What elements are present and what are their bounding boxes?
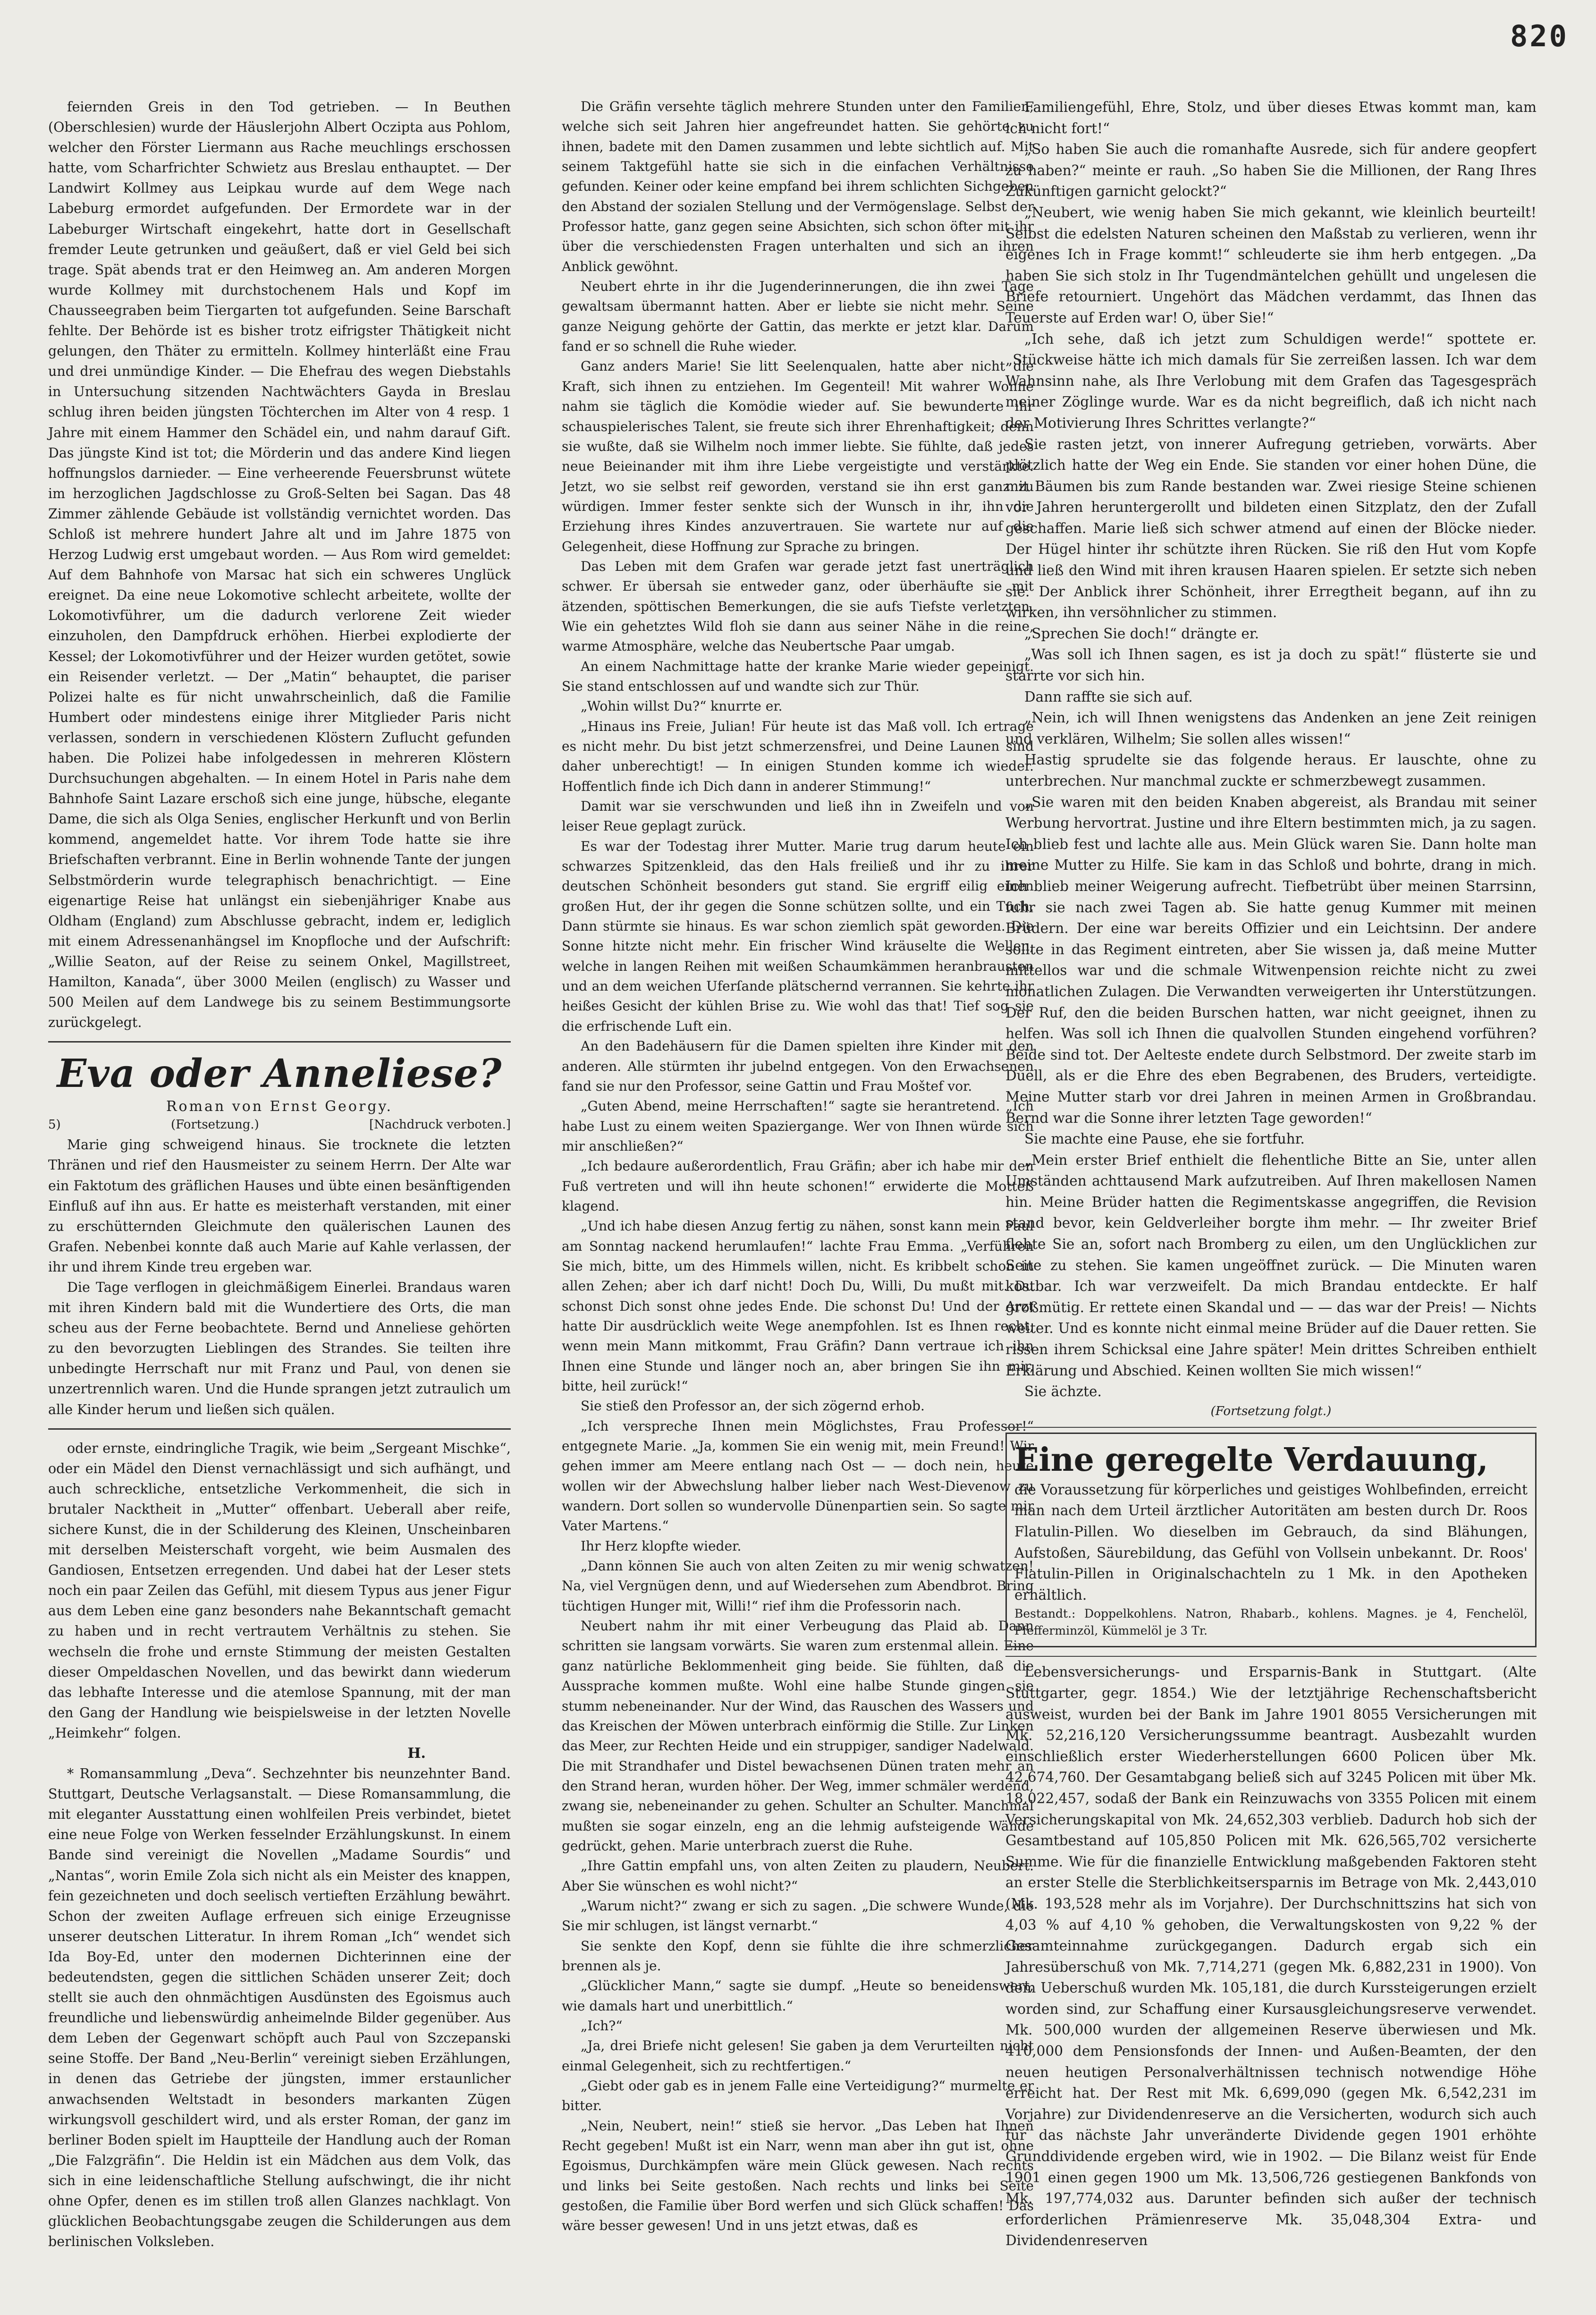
serial-paragraph: „Ich sehe, daß ich jetzt zum Schuldigen werde!“ spottete er. „Stückweise hätte ich mich damals für Sie zerreißen lassen. Ich war dem Wahnsinn nahe, als Ihre Verlobung mit dem Grafen das Tagesgespräch meiner Zöglinge wurde. War es da nicht begreiflich, daß ich nicht nach der Motivierung Ihres Schrittes verlangte?“ — [1005, 331, 1537, 431]
serial-paragraph: „Ich?“ — [581, 2018, 623, 2034]
book-notice — [48, 1764, 511, 2252]
serial-paragraph: Sie stieß den Professor an, der sich zögernd erhob. — [581, 1398, 925, 1414]
serial-number: 5) — [48, 1118, 61, 1132]
serial-paragraph: „Dann können Sie auch von alten Zeiten zu mir wenig schwatzen! Na, viel Vergnügen denn, und auf Wiedersehen zum Abendbrot. Bring tüchtigen Hunger mit, Willi!“ rief ihm die Professorin nach. — [562, 1558, 1034, 1614]
continuation-note: (Fortsetzung folgt.) — [1210, 1404, 1332, 1418]
column-middle — [562, 97, 1034, 2236]
reprint-notice: [Nachdruck verboten.] — [369, 1118, 511, 1132]
serial-paragraph: „So haben Sie auch die romanhafte Ausrede, sich für andere geopfert zu haben?“ meinte er rauh. „So haben Sie die Millionen, der Rang Ihres Zukünftigen garnicht gelockt?“ — [1005, 141, 1537, 200]
serial-paragraph: Sie rasten jetzt, von innerer Aufregung getrieben, vorwärts. Aber plötzlich hatte der Weg ein Ende. Sie standen vor einer hohen Düne, die mit Bäumen bis zum Rande bestanden war. Zwei riesige Steine schienen vor Jahren heruntergerollt und bildeten einen Sitzplatz, den der Zufall geschaffen. Marie ließ sich schwer atmend auf einen der Blöcke nieder. Der Hügel hinter ihr schützte ihren Rücken. Sie riß den Hut vom Kopfe und ließ den Wind mit ihren krausen Haaren spielen. Er setzte sich neben sie. Der Anblick ihrer Schönheit, ihrer Erregtheit begann, auf ihn zu wirken, ihn versöhnlicher zu stimmen. — [1005, 436, 1537, 621]
serial-paragraph: Das Leben mit dem Grafen war gerade jetzt fast unerträglich schwer. Er übersah sie entweder ganz, oder überhäufte sie mit ätzenden, spöttischen Bemerkungen, die sie aufs Tiefste verletzten. Wie ein gehetztes Wild floh sie dann aus seiner Nähe in die reine, warme Atmosphäre, welche das Neubertsche Paar umgab. — [562, 558, 1034, 654]
serial-paragraph: „Und ich habe diesen Anzug fertig zu nähen, sonst kann mein Paul am Sonntag nackend herumlaufen!“ lachte Frau Emma. „Verführen Sie mich, bitte, um des Himmels willen, nicht. Es kribbelt schon in allen Zehen; aber ich darf nicht! Doch Du, Willi, Du mußt mit. Du schonst Dich sonst ohne jedes Ende. Die schonst Du! Und der Arzt hatte Dir ausdrücklich weite Wege anempfohlen. Ist es Ihnen recht, wenn mein Mann mitkommt, Frau Gräfin? Dann vertraue ich ihn Ihnen eine Stunde und länger noch an, aber bringen Sie ihn mir, bitte, heil zurück!“ — [562, 1218, 1034, 1394]
serial-paragraph: „Warum nicht?“ zwang er sich zu sagen. „Die schwere Wunde, die Sie mir schlugen, ist längst vernarbt.“ — [562, 1898, 1034, 1934]
review-paragraph: oder ernste, eindringliche Tragik, wie beim „Sergeant Mischke“, oder ein Mädel den Dienst vernachlässigt und sich aufhängt, und auch schreckliche, entsetzliche Verkommenheit, die sich in brutaler Nacktheit in „Mutter“ offenbart. Ueberall aber reife, sichere Kunst, die in der Schilderung des Kleinen, Unscheinbaren mit derselben Meisterschaft vorgeht, wie beim Ausmalen des Gandiosen, Entsetzen erregenden. Und dabei hat der Leser stets noch ein paar Zeilen das Gefühl, mit diesem Typus aus jener Figur aus dem Leben eine ganz besonders nahe Bekanntschaft gemacht zu haben und in recht vertrautem Verhältnis zu stehen. Sie wechseln die frohe und ernste Stimmung der meisten Gestalten dieser Ompeldaschen Novellen, und das bewirkt dann wiederum das lebhafte Interesse und die atemlose Spannung, mit der man den Gang der Handlung wie beispielsweise in der letzten Novelle „Heimkehr“ folgen. — [48, 1440, 511, 1741]
serial-paragraph: „Ich verspreche Ihnen mein Möglichstes, Frau Professor!“ entgegnete Marie. „Ja, kommen Sie ein wenig mit, mein Freund! Wir gehen immer am Meere entlang nach Ost — — doch nein, heute wollen wir der Abwechslung halber lieber nach West-Dievenow zu wandern. Dort sollen so wundervolle Dünenpartien sein. So sagte mir Vater Martens.“ — [562, 1418, 1034, 1534]
serial-paragraph: „Ihre Gattin empfahl uns, von alten Zeiten zu plaudern, Neubert. Aber Sie wünschen es wohl nicht?“ — [562, 1858, 1034, 1894]
serial-paragraph: „Giebt oder gab es in jenem Falle eine Verteidigung?“ murmelte er bitter. — [562, 2078, 1034, 2114]
serial-paragraph: Ihr Herz klopfte wieder. — [581, 1538, 742, 1554]
serial-paragraph: Ganz anders Marie! Sie litt Seelenqualen, hatte aber nicht die Kraft, sich ihnen zu entziehen. Im Gegenteil! Mit wahrer Wonne nahm sie täglich die Komödie wieder auf. Sie bewunderte ihr schauspielerisches Talent, sie freute sich ihrer Ehrenhaftigkeit; denn sie wußte, daß sie Wilhelm noch immer liebte. Sie fühlte, daß jedes neue Beieinander mit ihm ihre Liebe vergeistigte und verstärkte. Jetzt, wo sie selbst reif geworden, verstand sie ihn erst ganz zu würdigen. Immer fester senkte sich der Wunsch in ihr, ihn die Erziehung ihres Kindes anzuvertrauen. Sie wartete nur auf die Gelegenheit, diese Hoffnung zur Sprache zu bringen. — [562, 358, 1034, 554]
serial-header — [48, 1051, 511, 1132]
advertisement-title: Eine geregelte Verdauung, — [1014, 1441, 1488, 1479]
serial-paragraph: An den Badehäusern für die Damen spielten ihre Kinder mit den anderen. Alle stürmten ihr jubelnd entgegen. Von den Erwachsenen fand sie nur den Professor, seine Gattin und Frau Moštef vor. — [562, 1038, 1034, 1094]
serial-continued-body — [1005, 97, 1537, 1402]
serial-paragraph: Dann raffte sie sich auf. — [1024, 688, 1193, 705]
serial-paragraph: „Wohin willst Du?“ knurrte er. — [581, 698, 783, 714]
serial-continuation: (Fortsetzung.) — [171, 1118, 259, 1132]
serial-subtitle: Roman von Ernst Georgy. — [166, 1098, 393, 1115]
serial-paragraph: Es war der Todestag ihrer Mutter. Marie trug darum heute ein schwarzes Spitzenkleid, das den Hals freiließ und ihr zu ihrer deutschen Schönheit besonders gut stand. Sie ergriff eilig einen großen Hut, der ihr gegen die Sonne schützen sollte, und ein Tuch. Dann stürmte sie hinaus. Es war schon ziemlich spät geworden. Die Sonne hitzte nicht mehr. Ein frischer Wind kräuselte die Wellen, welche in langen Reihen mit weißen Schaumkämmen heranbrausten und an dem weichen Uferſande plätschernd verrannen. Sie kehrte ihr heißes Gesicht der kühlen Brise zu. Wie wohl das that! Tief sog sie die erfrischende Luft ein. — [562, 838, 1034, 1034]
serial-paragraph: „Ich bedaure außerordentlich, Frau Gräfin; aber ich habe mir den Fuß vertreten und will ihn heute schonen!“ erwiderte die Motteß klagend. — [562, 1158, 1034, 1214]
serial-paragraph: „Nein, ich will Ihnen wenigstens das Andenken an jene Zeit reinigen und verklären, Wilhelm; Sie sollen alles wissen!“ — [1005, 710, 1537, 747]
advertisement-ingredients: Bestandt.: Doppelkohlens. Natron, Rhabarb., kohlens. Magnes. je 4, Fenchelöl, Pfefferminzöl, Kümmelöl je 3 Tr. — [1014, 1607, 1528, 1638]
serial-paragraph: „Mein erster Brief enthielt die flehentliche Bitte an Sie, unter allen Umständen achttausend Mark aufzutreiben. Auf Ihren makellosen Namen hin. Meine Brüder hatten die Regimentskasse angegriffen, die Revision stand bevor, kein Geldverleiher borgte ihm mehr. — Ihr zweiter Brief flehte Sie an, sofort nach Bromberg zu eilen, um den Unglücklichen zur Seite zu stehen. Sie kamen ungeöffnet zurück. — Die Minuten waren kostbar. Ich war verzweifelt. Da mich Brandau entdeckte. Er half großmütig. Er rettete einen Skandal und — — das war der Preis! — Nichts weiter. Und es konnte nicht einmal meine Brüder auf die Dauer retten. Sie rissen ihrem Schicksal eine Jahre später! Mein drittes Schreiben enthielt Erklärung und Abschied. Keinen wollten Sie mich wissen!“ — [1005, 1152, 1537, 1379]
serial-paragraph: Die Gräfin versehte täglich mehrere Stunden unter den Familien, welche sich seit Jahren hier angefreundet hatten. Sie gehörte zu ihnen, badete mit den Damen zusammen und lebte sichtlich auf. Mit seinem Taktgefühl hatte sie sich in die einfachen Verhältnisse gefunden. Keiner oder keine empfand bei ihrem schlichten Sichgeben den Abstand der sozialen Stellung und der Vermögenslage. Selbst der Professor hatte, ganz gegen seine Absichten, sich schon öfter mit ihr über die verschiedensten Fragen unterhalten und sich an ihren Anblick gewöhnt. — [562, 99, 1034, 274]
serial-paragraph: Die Tage verflogen in gleichmäßigem Einerlei. Brandaus waren mit ihren Kindern bald mit die Wundertiere des Orts, die man scheu aus der Ferne beobachtete. Bernd und Anneliese gehörten zu den bevorzugten Lieblingen des Strandes. Sie teilten ihre unbedingte Herrschaft nur mit Franz und Paul, von denen sie unzertrennlich waren. Und die Hunde sprangen jetzt zutraulich um alle Kinder herum und ließen sich quälen. — [48, 1279, 511, 1417]
serial-paragraph: Sie machte eine Pause, ehe sie fortfuhr. — [1024, 1131, 1305, 1147]
serial-paragraph: Familiengefühl, Ehre, Stolz, und über dieses Etwas kommt man, kam ich nicht fort!“ — [1005, 99, 1537, 136]
section-divider — [1005, 1427, 1537, 1428]
serial-paragraph: An einem Nachmittage hatte der kranke Marie wieder gepeinigt. Sie stand entschlossen auf und wandte sich zur Thür. — [562, 658, 1034, 694]
section-divider — [48, 1428, 511, 1430]
news-section — [48, 97, 511, 1033]
serial-paragraph: Neubert nahm ihr mit einer Verbeugung das Plaid ab. Dann schritten sie langsam vorwärts. Sie waren zum erstenmal allein. Eine ganz natürliche Beklommenheit ging beide. Sie fühlten, daß die Aussprache kommen mußte. Wohl eine halbe Stunde gingen sie stumm nebeneinander. Nur der Wind, das Rauschen des Wassers und das Kreischen der Möwen unterbrach einförmig die Stille. Zur Linken das Meer, zur Rechten Heide und ein struppiger, sandiger Nadelwald. Die mit Strandhafer und Distel bewachsenen Dünen traten mehr an den Strand heran, wurden höher. Der Weg, immer schmäler werdend, zwang sie, nebeneinander zu gehen. Schulter an Schulter. Manchmal mußten sie sogar einzeln, eng an die lehmig aufsteigende Wände gedrückt, gehen. Marie unterbrach zuerst die Ruhe. — [562, 1618, 1034, 1854]
page-number: 820 — [1510, 19, 1569, 53]
serial-paragraph: „Sprechen Sie doch!“ drängte er. — [1024, 625, 1259, 642]
section-divider — [48, 1041, 511, 1043]
serial-body — [48, 1135, 511, 1419]
section-divider — [1005, 1656, 1537, 1657]
advertisement-box — [1005, 1433, 1537, 1648]
advertisement-paragraph: die Voraussetzung für körperliches und geistiges Wohlbefinden, erreicht man nach dem Urteil ärztlicher Autoritäten am besten durch Dr. Roos Flatulin-Pillen. Wo dieselben im Gebrauch, da sind Blähungen, Aufstoßen, Säurebildung, das Gefühl von Vollsein unbekannt. Dr. Roos' Flatulin-Pillen in Originalschachteln zu 1 Mk. in den Apotheken erhältlich. — [1014, 1481, 1528, 1603]
serial-paragraph: Neubert ehrte in ihr die Jugenderinnerungen, die ihn zwei Tage gewaltsam übermannt hatten. Aber er liebte sie nicht mehr. Seine ganze Neigung gehörte der Gattin, das merkte er jetzt klar. Darum fand er so schnell die Ruhe wieder. — [562, 279, 1034, 355]
review-signature: H. — [407, 1745, 426, 1762]
advertisement-body — [1014, 1479, 1528, 1606]
review-section — [48, 1438, 511, 1743]
serial-paragraph: „Neubert, wie wenig haben Sie mich gekannt, wie kleinlich beurteilt! Selbst die edelsten Naturen scheinen den Maßstab zu verlieren, wenn ihr eigenes Ich in Frage kommt!“ schleuderte sie ihm herb entgegen. „Da haben Sie sich stolz in Ihr Tugendmäntelchen gehüllt und ungelesen die Briefe retourniert. Ungehört das Mädchen verdammt, das Ihnen das Teuerste auf Erden war! O, über Sie!“ — [1005, 204, 1537, 326]
serial-paragraph: „Was soll ich Ihnen sagen, es ist ja doch zu spät!“ flüsterte sie und starrte vor sich hin. — [1005, 646, 1537, 684]
serial-meta — [48, 1118, 511, 1132]
serial-paragraph: „Glücklicher Mann,“ sagte sie dumpf. „Heute so beneidenswert, wie damals hart und unerbittlich.“ — [562, 1978, 1034, 2014]
bank-report — [1005, 1662, 1537, 2251]
serial-continued-body — [562, 97, 1034, 2236]
column-left — [48, 97, 511, 2252]
news-paragraph: feiernden Greis in den Tod getrieben. — In Beuthen (Oberschlesien) wurde der Häuslerjohn Albert Oczipta aus Pohlom, welcher den Förster Liermann aus Rache meuchlings erschossen hatte, vom Scharfrichter Schwietz aus Breslau enthauptet. — Der Landwirt Kollmey aus Leipkau wurde auf dem Wege nach Labeburg ermordet aufgefunden. Der Ermordete war in der Labeburger Wirtschaft eingekehrt, hatte dort in Gesellschaft fremder Leute getrunken und geäußert, daß er viel Geld bei sich trage. Spät abends trat er den Heimweg an. Am anderen Morgen wurde Kollmey mit durchstochenem Hals und Kopf im Chausseegraben beim Tiergarten tot aufgefunden. Seine Barschaft fehlte. Der Behörde ist es bisher trotz eifrigster Thätigkeit nicht gelungen, den Thäter zu ermitteln. Kollmey hinterläßt eine Frau und drei unmündige Kinder. — Die Ehefrau des wegen Diebstahls in Untersuchung sitzenden Nachtwächters Gayda in Breslau schlug ihren beiden jüngsten Töchterchen im Alter von 4 resp. 1 Jahre mit einem Hammer den Schädel ein, und nahm darauf Gift. Das jüngste Kind ist tot; die Mörderin und das andere Kind liegen hoffnungslos darnieder. — Eine verheerende Feuersbrunst wütete im herzoglichen Jagdschlosse zu Groß-Selten bei Sagan. Das 48 Zimmer zählende Gebäude ist vollständig vernichtet worden. Das Schloß ist mehrere hundert Jahre alt und im Jahre 1875 von Herzog Ludwig erst umgebaut worden. — Aus Rom wird gemeldet: Auf dem Bahnhofe von Marsac hat sich ein schweres Unglück ereignet. Da eine neue Lokomotive schlecht arbeitete, wollte der Lokomotivführer, um die dadurch verlorene Zeit wieder einzuholen, den Dampfdruck erhöhen. Hierbei explodierte der Kessel; der Lokomotivführer und der Heizer wurden getötet, sowie ein Reisender verletzt. — Der „Matin“ behauptet, die pariser Polizei halte es für nicht unwahrscheinlich, daß die Familie Humbert oder mindestens einige ihrer Mitglieder Paris nicht verlassen, sondern in verschiedenen Klöstern Zuflucht gefunden haben. Die Polizei habe infolgedessen in mehreren Klöstern Durchsuchungen abgehalten. — In einem Hotel in Paris nahe dem Bahnhofe Saint Lazare erschoß sich eine junge, hübsche, elegante Dame, die sich als Olga Senies, englischer Herkunft und von Berlin kommend, angemeldet hatte. Vor ihrem Tode hatte sie ihre Briefschaften verbrannt. Eine in Berlin wohnende Tante der jungen Selbstmörderin wurde telegraphisch benachrichtigt. — Eine eigenartige Reise hat unlängst ein siebenjähriger Knabe aus Oldham (England) zum Abschlusse gebracht, indem er, lediglich mit einem Adressenanhängsel im Knopfloche und der Aufschrift: „Willie Seaton, auf der Reise zu seinem Onkel, Magillstreet, Hamilton, Kanada“, über 3000 Meilen (englisch) zu Wasser und 500 Meilen auf dem Landwege bis zu seinem Bestimmungsorte zurückgelegt. — [48, 99, 511, 1031]
notice-paragraph: * Romansammlung „Deva“. Sechzehnter bis neunzehnter Band. Stuttgart, Deutsche Verlagsanstalt. — Diese Romansammlung, die mit eleganter Ausstattung einen wohlfeilen Preis verbindet, bietet eine neue Folge von Werken fesselnder Erzählungskunst. In einem Bande sind vereinigt die Novellen „Madame Sourdis“ und „Nantas“, worin Emile Zola sich nicht als ein Meister des knappen, fein gezeichneten und doch seelisch vertieften Erzählung bewährt. Schon der zweiten Auflage erfreuen sich einige Erzeugnisse unserer deutschen Litteratur. In ihrem Roman „Ich“ wendet sich Ida Boy-Ed, unter den modernen Dichterinnen eine der bedeutendsten, gegen die sittlichen Schäden unserer Zeit; doch stellt sie auch den ohnmächtigen Ausdünsten des Egoismus auch freundliche und liebenswürdig anheimelnde Bilder gegenüber. Aus dem Leben der Gegenwart schöpft auch Paul von Szczepanski seine Stoffe. Der Band „Neu-Berlin“ vereinigt sieben Erzählungen, in denen das Getriebe der jüngsten, immer erstaunlicher anwachsenden Weltstadt in besonders markanten Zügen wirkungsvoll geschildert wird, und als erster Roman, der ganz im berliner Boden spielt im Hauptteile der Handlung auch der Roman „Die Falzgräfin“. Die Heldin ist ein Mädchen aus dem Volk, das sich in eine leidenschaftliche Stellung aufschwingt, die ihr nicht ohne Opfer, denen es im stillen troß allen Glanzes nachklagt. Von glücklichen Beobachtungsgabe zeugen die Schilderungen aus dem berlinischen Volksleben. — [48, 1766, 511, 2250]
column-right — [1005, 97, 1537, 2251]
serial-paragraph: „Nein, Neubert, nein!“ stieß sie hervor. „Das Leben hat Ihnen Recht gegeben! Mußt ist ein Narr, wenn man aber ihn gut ist, ohne Egoismus, Durchkämpfen wäre mein Glück gewesen. Nach rechts und links bei Seite gestoßen. Nach rechts und links bei Seite gestoßen, die Familie über Bord werfen und sich Glück schaffen! Das wäre besser gewesen! Und in uns jetzt etwas, daß es — [562, 2118, 1034, 2234]
serial-paragraph: Marie ging schweigend hinaus. Sie trocknete die letzten Thränen und rief den Hausmeister zu seinem Herrn. Der Alte war ein Faktotum des gräflichen Hauses und übte einen besänftigenden Einfluß auf ihn aus. Er hatte es meisterhaft verstanden, mit einer zu erschütternden Gleichmute den quälerischen Launen des Grafen. Nebenbei konnte daß auch Marie auf Kahle verlassen, der ihr und ihrem Kinde treu ergeben war. — [48, 1137, 511, 1275]
serial-paragraph: „Hinaus ins Freie, Julian! Für heute ist das Maß voll. Ich ertrage es nicht mehr. Du bist jetzt schmerzensfrei, und Deine Launen sind daher unberechtigt! — In einigen Stunden komme ich wieder. Hoffentlich finde ich Dich dann in anderer Stimmung!“ — [562, 718, 1034, 794]
serial-paragraph: „Guten Abend, meine Herrschaften!“ sagte sie herantretend. „Ich habe Lust zu einem weiten Spaziergange. Wer von Ihnen würde sich mir anschließen?“ — [562, 1098, 1034, 1154]
serial-title: Eva oder Anneliese? — [57, 1051, 502, 1097]
serial-paragraph: „Ja, drei Briefe nicht gelesen! Sie gaben ja dem Verurteilten nicht einmal Gelegenheit, sich zu rechtfertigen.“ — [562, 2038, 1034, 2074]
bank-paragraph: Lebensversicherungs- und Ersparnis-Bank in Stuttgart. (Alte Stuttgarter, gegr. 1854.) Wie der letztjährige Rechenschaftsbericht ausweist, wurden bei der Bank im Jahre 1901 8055 Versicherungen mit Mk. 52,216,120 Versicherungssumme beantragt. Ausbezahlt wurden einschließlich erster Wiederherstellungen 6600 Policen über Mk. 42,674,760. Der Gesamtabgang beließ sich auf 3245 Policen mit über Mk. 18,022,457, sodaß der Bank ein Reinzuwachs von 3355 Policen mit einem Versicherungskapital von Mk. 24,652,303 verblieb. Dadurch hob sich der Gesamtbestand auf 105,850 Policen mit Mk. 626,565,702 versicherte Summe. Wie für die finanzielle Entwicklung maßgebenden Faktoren steht an erster Stelle die Sterblichkeitsersparnis im Betrage von Mk. 2,443,010 (Mk. 193,528 mehr als im Vorjahre). Der Durchschnittszins hat sich von 4,03 % auf 4,10 % gehoben, die Verwaltungskosten von 9,22 % der Gesamteinnahme zurückgegangen. Dadurch ergab sich ein Jahresüberschuß von Mk. 7,714,271 (gegen Mk. 6,882,231 in 1900). Von dem Ueberschuß wurden Mk. 105,181, die durch Kurssteigerungen erzielt worden sind, zur Schaffung einer Kursausgleichungsreserve verwendet. Mk. 500,000 wurden der allgemeinen Reserve überwiesen und Mk. 410,000 dem Pensionsfonds der Innen- und Außen-Beamten, der den neuen heutigen Personalverhältnissen technisch notwendige Höhe erreicht hat. Der Rest mit Mk. 6,699,090 (gegen Mk. 6,542,231 im Vorjahre) zur Dividendenreserve an die Versicherten, wodurch sich auch für das nächste Jahr unveränderte Dividende gegen 1901 erhöhte Grunddividende ergeben wird, wie in 1902. — Die Bilanz weist für Ende 1901 einen gegen 1900 um Mk. 13,506,726 gestiegenen Bankfonds von Mk. 197,774,032 aus. Darunter befinden sich außer der technisch erforderlichen Prämienreserve Mk. 35,048,304 Extra- und Dividendenreserven — [1005, 1664, 1537, 2249]
serial-paragraph: Hastig sprudelte sie das folgende heraus. Er lauschte, ohne zu unterbrechen. Nur manchmal zuckte er schmerzbewegt zusammen. — [1005, 752, 1537, 789]
serial-paragraph: Sie senkte den Kopf, denn sie fühlte die ihre schmerzlicher brennen als je. — [562, 1938, 1034, 1974]
serial-paragraph: Damit war sie verschwunden und ließ ihn in Zweifeln und von leiser Reue geplagt zurück. — [562, 798, 1034, 834]
serial-paragraph: Sie ächzte. — [1024, 1383, 1102, 1400]
serial-paragraph: „Sie waren mit den beiden Knaben abgereist, als Brandau mit seiner Werbung hervortrat. Justine und ihre Eltern bestimmten mich, ja zu sagen. Ich blieb fest und lachte alle aus. Mein Glück waren Sie. Dann holte man meine Mutter zu Hilfe. Sie kam in das Schloß und bohrte, drang in mich. Ich blieb meiner Weigerung aufrecht. Tiefbetrübt über meinen Starrsinn, fuhr sie nach zwei Tagen ab. Sie hatte genug Kummer mit meinen Brüdern. Der eine war bereits Offizier und ein Leichtsinn. Der andere sollte in das Regiment eintreten, aber Sie wissen ja, daß meine Mutter mittellos war und die schmale Witwenpension reichte nicht zu zwei monatlichen Zulagen. Die Verwandten verweigerten ihr Unterstützungen. Der Ruf, den die beiden Burschen hatten, war nicht geeignet, ihnen zu helfen. Was soll ich Ihnen die qualvollen Stunden eingehend vorführen? Beide sind tot. Der Aelteste endete durch Selbstmord. Der zweite starb im Duell, als er die Ehre des eben Begrabenen, des Bruders, verteidigte. Meine Mutter starb vor drei Jahren in meinen Armen in Großbrandau. Bernd war die Sonne ihrer letzten Tage geworden!“ — [1005, 794, 1537, 1126]
